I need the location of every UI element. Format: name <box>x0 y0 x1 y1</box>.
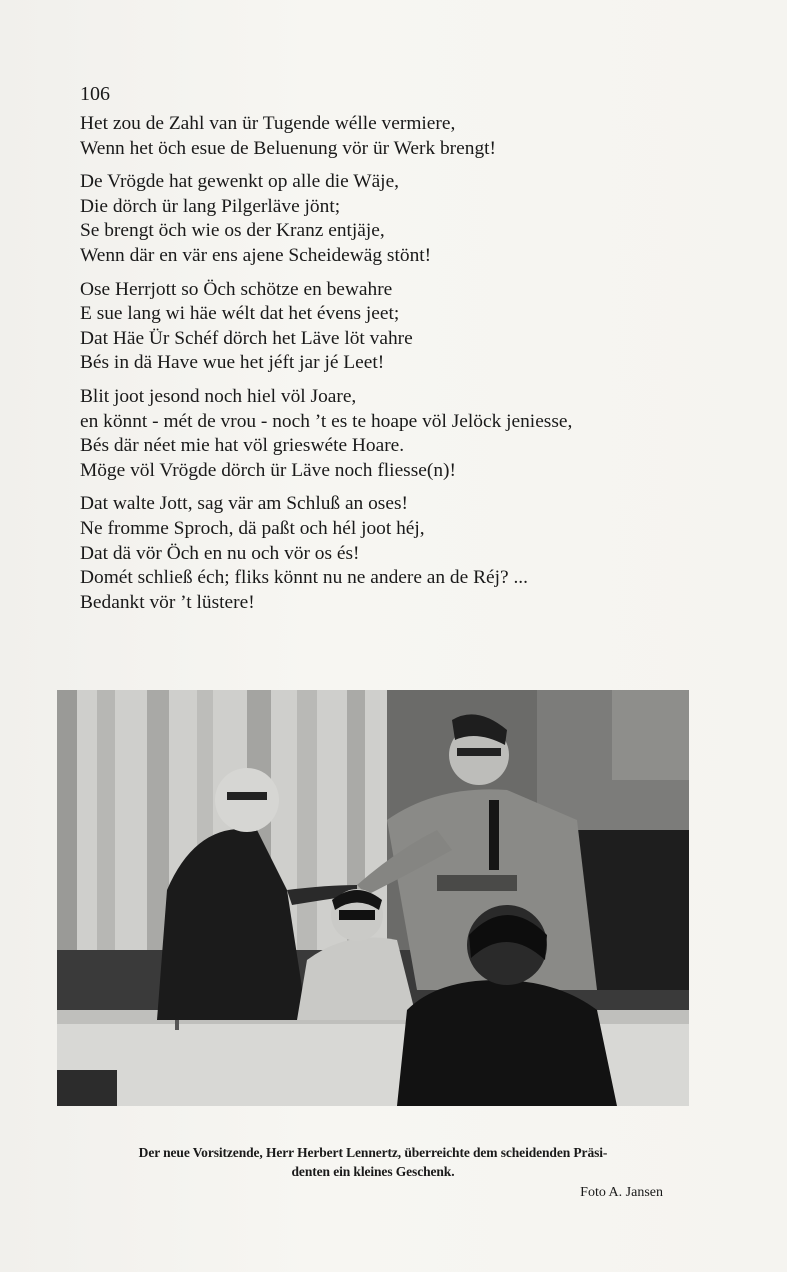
poem-line: E sue lang wi häe wélt dat het évens jeet; <box>80 303 400 325</box>
page-number: 106 <box>80 83 110 105</box>
poem-line: Dat dä vör Öch en nu och vör os és! <box>80 542 360 564</box>
caption-line-2: denten ein kleines Geschenk. <box>291 1164 455 1179</box>
stanza-2 <box>80 170 720 268</box>
poem <box>80 112 720 624</box>
photo-credit: Foto A. Jansen <box>580 1185 663 1200</box>
poem-line: Blit joot jesond noch hiel völ Joare, <box>80 385 357 407</box>
poem-line: Bedankt vör ’t lüstere! <box>80 591 255 613</box>
poem-line: Die dörch ür lang Pilgerläve jönt; <box>80 195 341 217</box>
poem-line: Ose Herrjott so Öch schötze en bewahre <box>80 278 393 300</box>
photo-caption <box>57 1143 689 1181</box>
stanza-3 <box>80 278 720 376</box>
caption-line-1: Der neue Vorsitzende, Herr Herbert Lennertz, überreichte dem scheidenden Präsi- <box>138 1145 608 1160</box>
poem-line: De Vrögde hat gewenkt op alle die Wäje, <box>80 171 400 193</box>
poem-line: en könnt - mét de vrou - noch ’t es te hoape völ Jelöck jeniesse, <box>80 410 573 432</box>
poem-line: Domét schließ éch; fliks könnt nu ne andere an de Réj? ... <box>80 567 529 589</box>
stanza-5 <box>80 492 720 615</box>
stanza-4 <box>80 385 720 483</box>
poem-line: Dat Häe Ür Schéf dörch het Läve löt vahre <box>80 327 413 349</box>
poem-line: Bés där néet mie hat völ grieswéte Hoare. <box>80 435 405 457</box>
ceremony-photo <box>57 690 689 1106</box>
poem-line: Bés in dä Have wue het jéft jar jé Leet! <box>80 352 385 374</box>
stanza-1 <box>80 112 720 161</box>
poem-line: Wenn het öch esue de Beluenung vör ür Werk brengt! <box>80 137 496 159</box>
poem-line: Möge völ Vrögde dörch ür Läve noch fliesse(n)! <box>80 459 456 481</box>
poem-line: Wenn där en vär ens ajene Scheidewäg stönt! <box>80 244 432 266</box>
poem-line: Het zou de Zahl van ür Tugende wélle vermiere, <box>80 113 456 134</box>
poem-line: Ne fromme Sproch, dä paßt och hél joot héj, <box>80 517 425 539</box>
poem-line: Dat walte Jott, sag vär am Schluß an oses! <box>80 493 408 515</box>
photo-illustration-icon <box>57 690 689 1106</box>
poem-line: Se brengt öch wie os der Kranz entjäje, <box>80 220 385 242</box>
